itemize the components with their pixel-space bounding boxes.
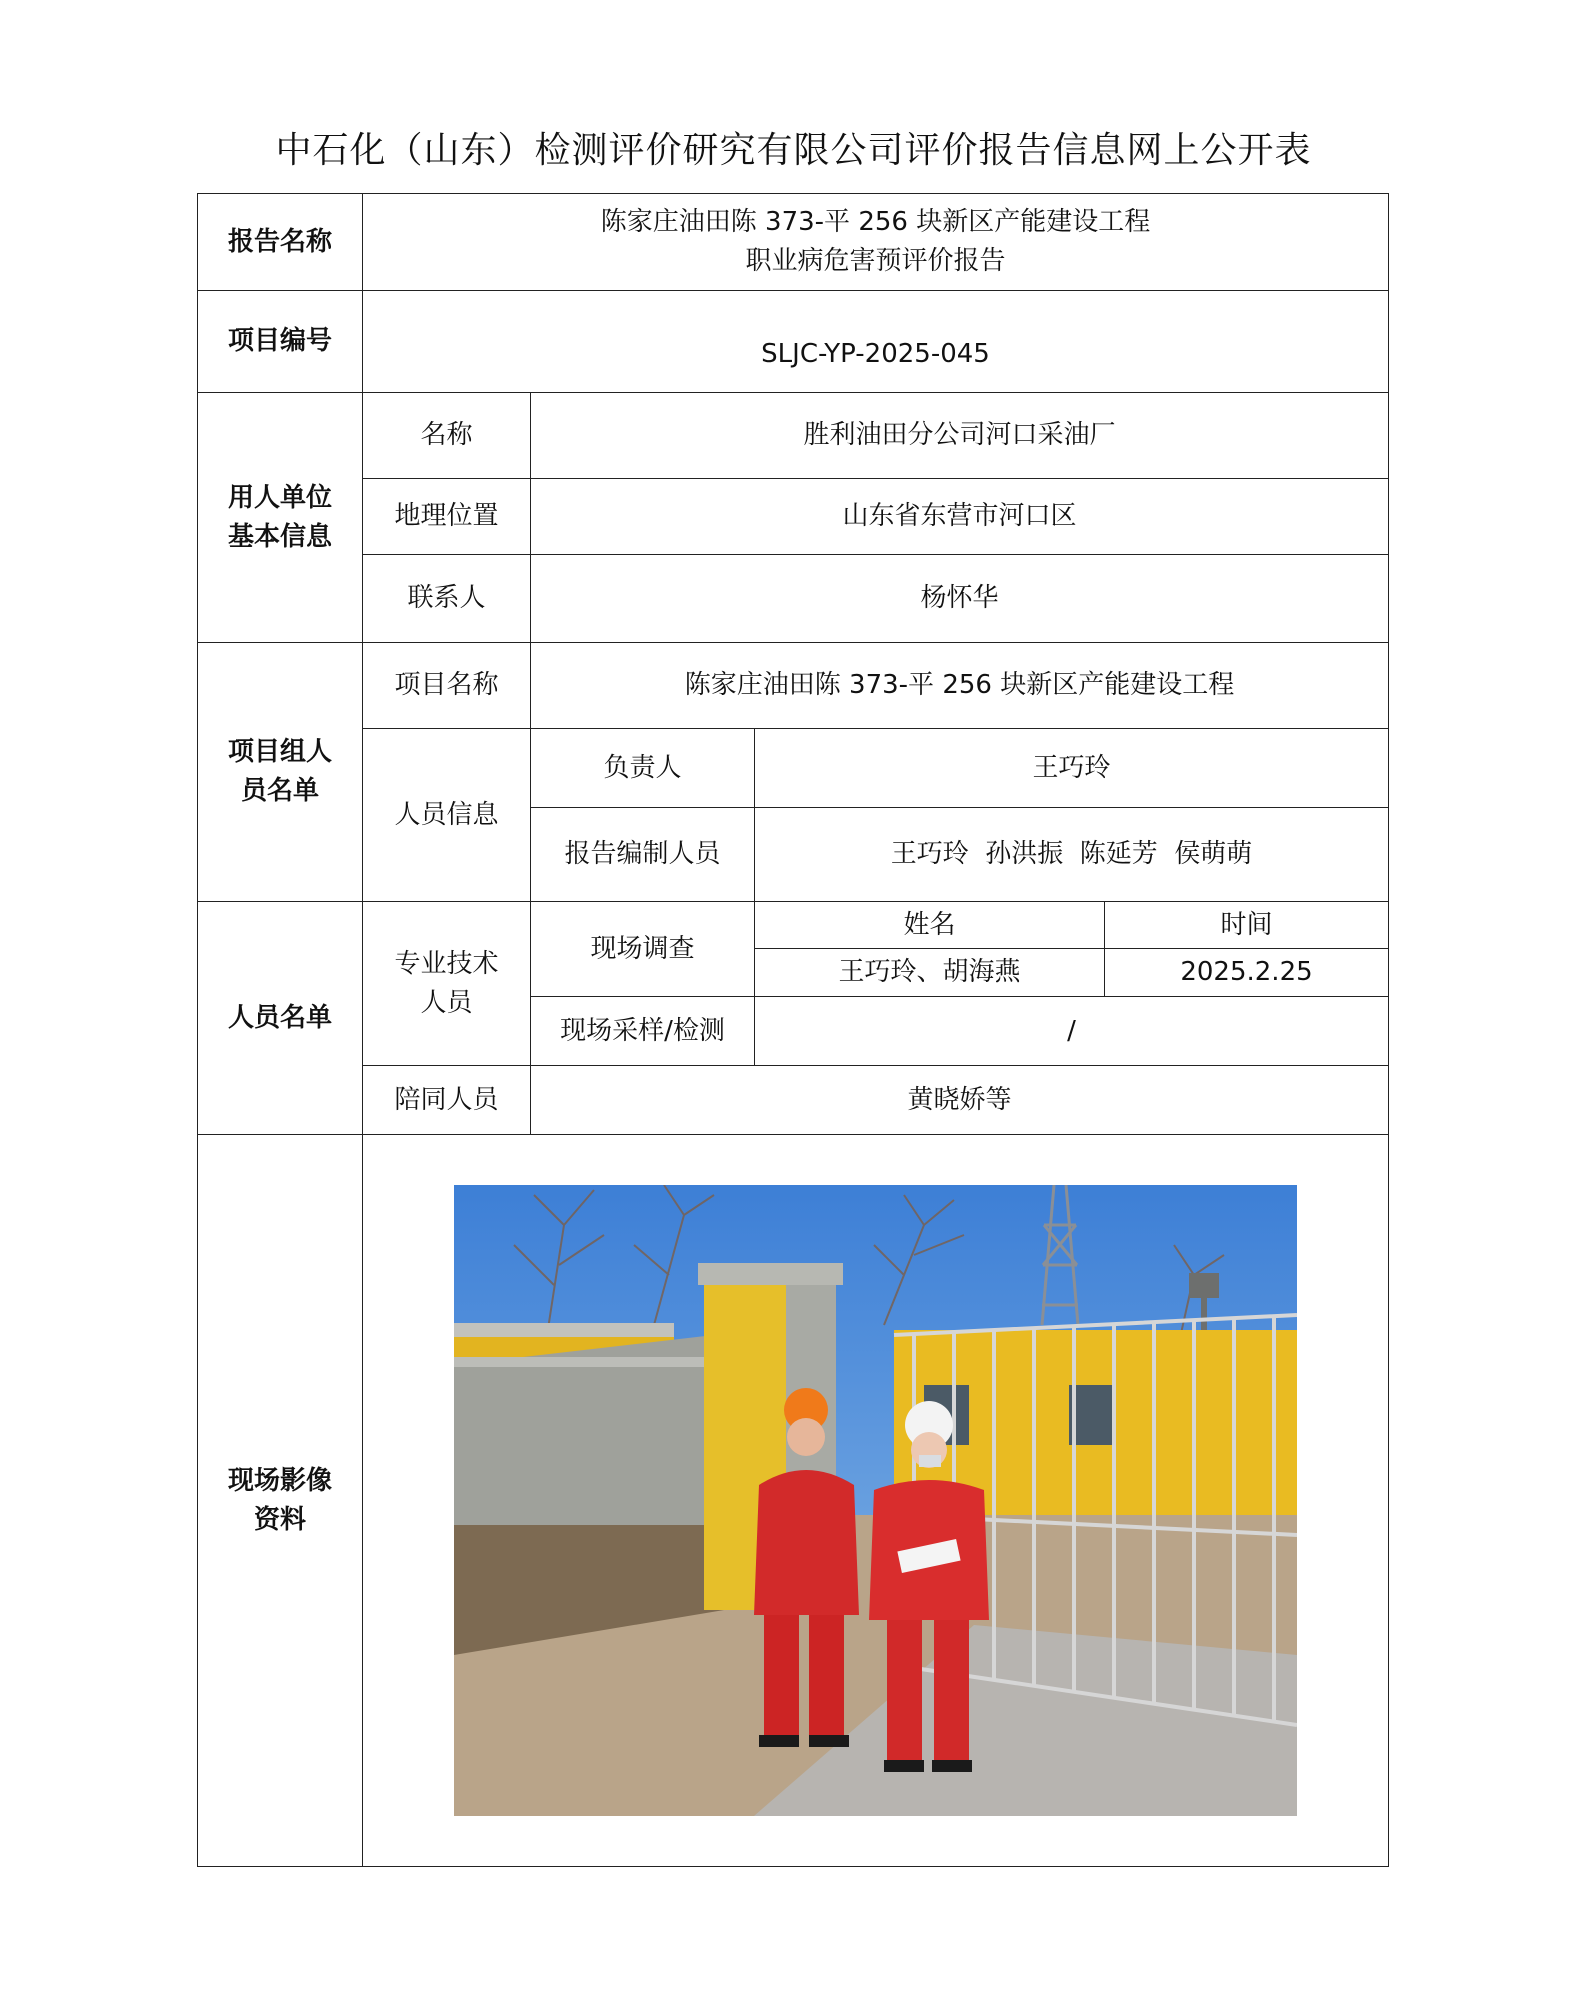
row-report-name (198, 194, 1389, 291)
team-authors-value: 王巧玲 孙洪振 陈延芳 侯萌萌 (755, 808, 1389, 902)
employer-contact-value: 杨怀华 (531, 555, 1389, 643)
accompany-label: 陪同人员 (363, 1066, 531, 1135)
row-employer-name (198, 393, 1389, 479)
sampling-value: / (755, 997, 1389, 1066)
survey-col-time: 时间 (1105, 902, 1389, 949)
report-name-label: 报告名称 (198, 194, 363, 291)
team-label-line1: 项目组人 (227, 737, 332, 767)
row-site-images (198, 1135, 1389, 1867)
employer-name-value: 胜利油田分公司河口采油厂 (531, 393, 1389, 479)
row-project-number (198, 291, 1389, 393)
pillar-cap (698, 1263, 843, 1285)
employer-contact-label: 联系人 (363, 555, 531, 643)
survey-date: 2025.2.25 (1105, 949, 1389, 997)
yellow-building-roof (454, 1323, 674, 1337)
team-authors-label: 报告编制人员 (531, 808, 755, 902)
page-title: 中石化（山东）检测评价研究有限公司评价报告信息网上公开表 (275, 130, 1312, 171)
report-name-line2: 职业病危害预评价报告 (745, 246, 1006, 276)
team-staff-info-label: 人员信息 (363, 729, 531, 902)
row-team-leader (198, 729, 1389, 808)
site-photo-cell (363, 1135, 1389, 1867)
survey-label: 现场调查 (531, 902, 755, 997)
sampling-label: 现场采样/检测 (531, 997, 755, 1066)
wall-cap (454, 1357, 714, 1367)
project-number-label: 项目编号 (198, 291, 363, 393)
tech-staff-label-line2: 人员 (420, 987, 473, 1018)
site-photo (454, 1185, 1297, 1816)
report-name-value (363, 194, 1389, 291)
row-employer-location (198, 479, 1389, 555)
water-tank (1189, 1273, 1219, 1298)
team-project-name-label: 项目名称 (363, 643, 531, 729)
tech-staff-label (363, 902, 531, 1066)
employer-info-label (198, 393, 363, 643)
employer-label-line2: 基本信息 (227, 521, 332, 552)
row-team-project-name (198, 643, 1389, 729)
survey-col-name: 姓名 (755, 902, 1105, 949)
employer-name-label: 名称 (363, 393, 531, 479)
employer-location-value: 山东省东营市河口区 (531, 479, 1389, 555)
row-accompany (198, 1066, 1389, 1135)
employer-label-line1: 用人单位 (227, 482, 332, 513)
row-employer-contact (198, 555, 1389, 643)
accompany-value: 黄晓娇等 (531, 1066, 1389, 1135)
employer-location-label: 地理位置 (363, 479, 531, 555)
site-images-label (198, 1135, 363, 1867)
team-label (198, 643, 363, 902)
tech-staff-label-line1: 专业技术 (394, 948, 499, 979)
project-number-value: SLJC-YP-2025-045 (363, 291, 1389, 393)
survey-names: 王巧玲、胡海燕 (755, 949, 1105, 997)
site-images-label-line1: 现场影像 (227, 1465, 332, 1496)
personnel-label: 人员名单 (198, 902, 363, 1135)
report-name-line1: 陈家庄油田陈 373-平 256 块新区产能建设工程 (600, 207, 1151, 237)
site-images-label-line2: 资料 (253, 1504, 306, 1535)
row-survey-header (198, 902, 1389, 949)
team-project-name-value: 陈家庄油田陈 373-平 256 块新区产能建设工程 (531, 643, 1389, 729)
team-label-line2: 员名单 (240, 776, 319, 806)
team-leader-value: 王巧玲 (755, 729, 1389, 808)
disclosure-table (197, 193, 1389, 1867)
team-leader-label: 负责人 (531, 729, 755, 808)
